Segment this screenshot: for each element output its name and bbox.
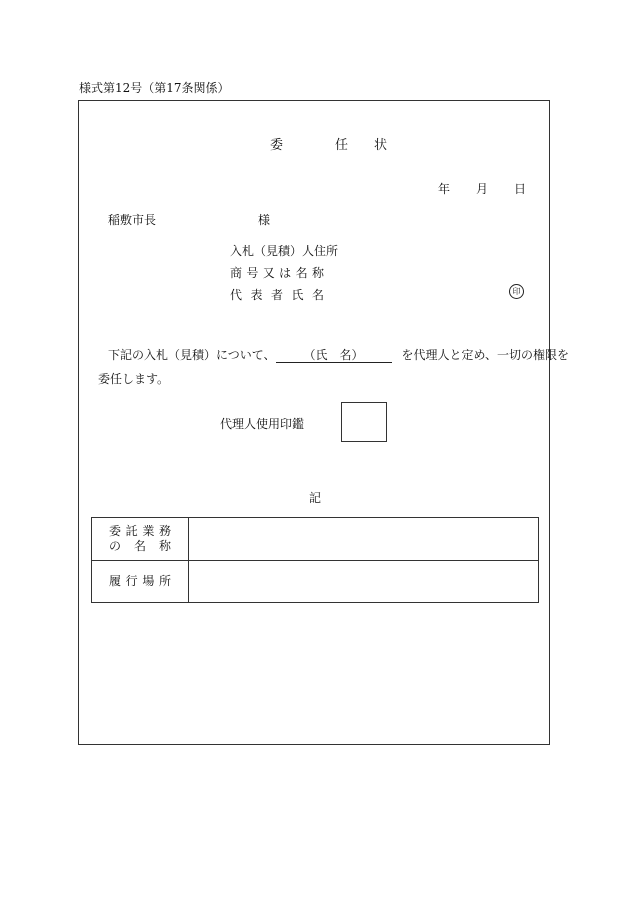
date-month: 月 [476, 182, 489, 196]
table-row [92, 561, 539, 603]
performance-location-header: 履 行 場 所 [92, 561, 189, 603]
proxy-name-field: （氏 名） [276, 349, 392, 363]
proxy-seal-box [341, 402, 387, 442]
title-char: 委 [270, 138, 284, 153]
body-suffix: を代理人と定め、一切の権限を [401, 348, 570, 362]
date-line [438, 180, 526, 197]
bidder-address-label: 入札（見積）人住所 [230, 244, 339, 258]
body-text-line1 [108, 346, 569, 363]
honorific: 様 [258, 213, 271, 227]
representative-label: 代 表 者 氏 名 [230, 288, 324, 302]
title-char: 状 [374, 138, 388, 153]
contract-name-value[interactable] [189, 518, 539, 561]
seal-mark-icon: 印 [509, 284, 524, 299]
contract-name-header: 委 託 業 務 の 名 称 [92, 518, 189, 561]
performance-location-value[interactable] [189, 561, 539, 603]
document-title [270, 134, 387, 153]
addressee: 稲敷市長 [108, 213, 157, 227]
form-number: 様式第12号（第17条関係） [79, 81, 230, 95]
details-table [91, 517, 539, 603]
company-name-label: 商 号 又 は 名 称 [230, 266, 324, 280]
ki-heading: 記 [309, 491, 322, 505]
date-year: 年 [438, 182, 451, 196]
body-text-line2: 委任します。 [98, 372, 170, 386]
date-day: 日 [514, 182, 527, 196]
title-char: 任 [335, 138, 349, 153]
body-prefix: 下記の入札（見積）について、 [108, 348, 276, 362]
proxy-seal-label: 代理人使用印鑑 [220, 417, 305, 431]
table-row [92, 518, 539, 561]
